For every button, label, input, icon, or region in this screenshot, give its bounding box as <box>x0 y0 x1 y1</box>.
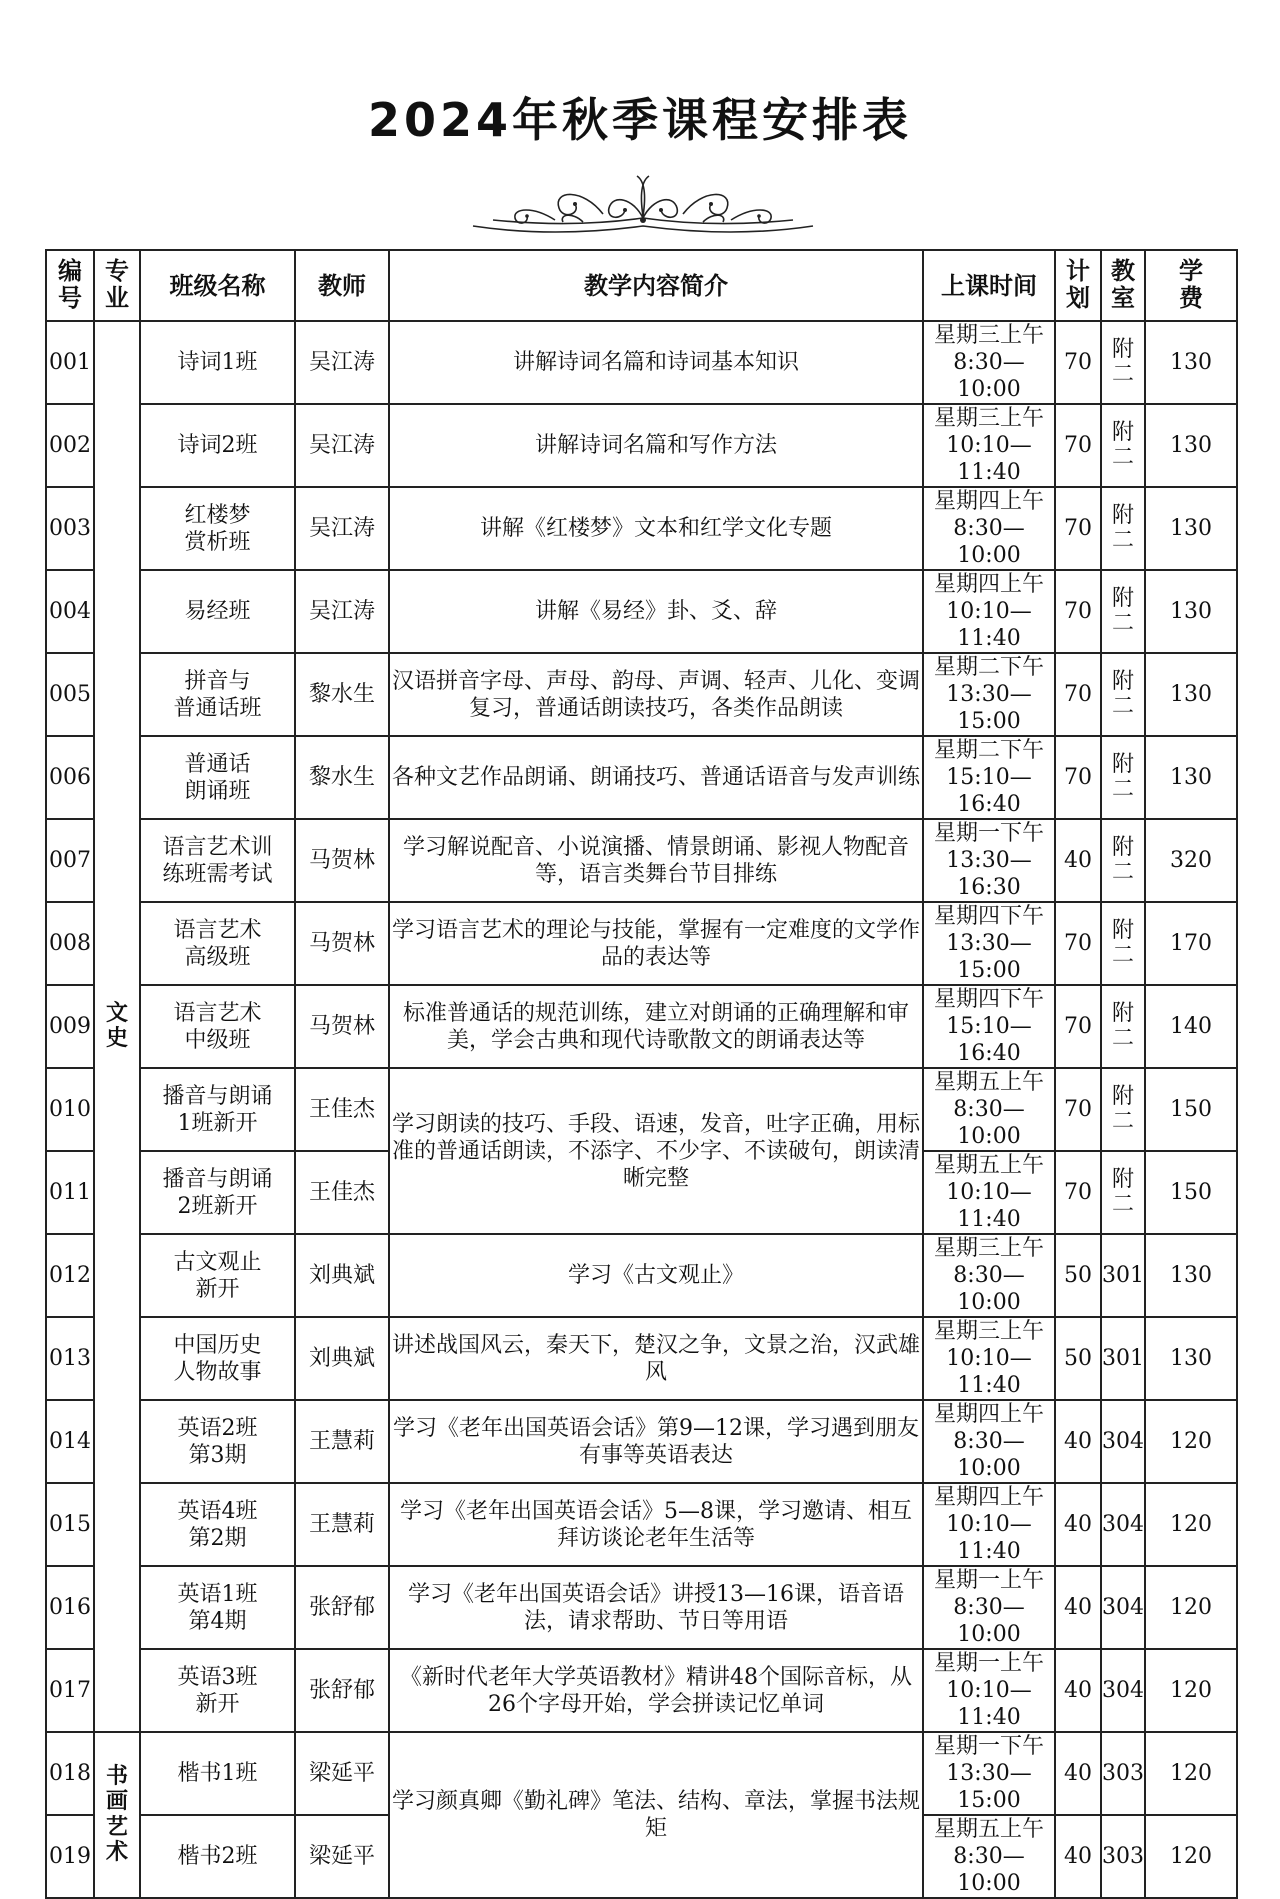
row-content: 讲解《红楼梦》文本和红学文化专题 <box>389 487 923 570</box>
row-class-name: 拼音与 普通话班 <box>140 653 295 736</box>
row-plan: 70 <box>1055 1068 1101 1151</box>
row-teacher: 马贺林 <box>295 819 389 902</box>
row-plan: 40 <box>1055 1483 1101 1566</box>
row-fee: 150 <box>1145 1151 1237 1234</box>
row-time: 星期四上午 8:30—10:00 <box>923 487 1055 570</box>
row-code: 013 <box>46 1317 94 1400</box>
row-time: 星期一上午 10:10—11:40 <box>923 1649 1055 1732</box>
row-fee: 320 <box>1145 819 1237 902</box>
row-plan: 70 <box>1055 321 1101 404</box>
row-content: 学习《老年出国英语会话》5—8课，学习邀请、相互拜访谈论老年生活等 <box>389 1483 923 1566</box>
row-content: 各种文艺作品朗诵、朗诵技巧、普通话语音与发声训练 <box>389 736 923 819</box>
row-class-name: 语言艺术 高级班 <box>140 902 295 985</box>
header-time: 上课时间 <box>923 250 1055 321</box>
row-teacher: 梁延平 <box>295 1732 389 1815</box>
row-time: 星期三上午 10:10—11:40 <box>923 404 1055 487</box>
row-code: 006 <box>46 736 94 819</box>
table-row <box>46 1732 1237 1815</box>
header-plan: 计划 <box>1055 250 1101 321</box>
row-room: 303 <box>1101 1815 1145 1898</box>
row-plan: 40 <box>1055 1815 1101 1898</box>
row-teacher: 黎水生 <box>295 653 389 736</box>
row-content: 讲解诗词名篇和诗词基本知识 <box>389 321 923 404</box>
row-time: 星期三上午 10:10—11:40 <box>923 1317 1055 1400</box>
row-fee: 120 <box>1145 1649 1237 1732</box>
table-header-row <box>46 250 1237 321</box>
row-class-name: 语言艺术训 练班需考试 <box>140 819 295 902</box>
row-fee: 150 <box>1145 1068 1237 1151</box>
row-room: 附二 <box>1101 653 1145 736</box>
table-row <box>46 985 1237 1068</box>
row-plan: 40 <box>1055 1649 1101 1732</box>
row-fee: 130 <box>1145 1317 1237 1400</box>
row-plan: 70 <box>1055 1151 1101 1234</box>
page-title: 2024年秋季课程安排表 <box>367 93 913 147</box>
row-code: 003 <box>46 487 94 570</box>
row-room: 附二 <box>1101 487 1145 570</box>
row-code: 016 <box>46 1566 94 1649</box>
row-class-name: 播音与朗诵 2班新开 <box>140 1151 295 1234</box>
row-class-name: 楷书2班 <box>140 1815 295 1898</box>
row-teacher: 王佳杰 <box>295 1068 389 1151</box>
row-class-name: 古文观止 新开 <box>140 1234 295 1317</box>
row-room: 附二 <box>1101 404 1145 487</box>
row-plan: 40 <box>1055 1732 1101 1815</box>
row-room: 304 <box>1101 1483 1145 1566</box>
row-code: 019 <box>46 1815 94 1898</box>
row-fee: 140 <box>1145 985 1237 1068</box>
course-schedule-table <box>45 249 1238 1899</box>
row-class-name: 中国历史 人物故事 <box>140 1317 295 1400</box>
row-room: 304 <box>1101 1400 1145 1483</box>
table-row <box>46 570 1237 653</box>
row-fee: 130 <box>1145 321 1237 404</box>
row-fee: 170 <box>1145 902 1237 985</box>
header-room: 教室 <box>1101 250 1145 321</box>
row-class-name: 楷书1班 <box>140 1732 295 1815</box>
row-content: 学习《老年出国英语会话》讲授13—16课，语音语法，请求帮助、节日等用语 <box>389 1566 923 1649</box>
row-content: 讲述战国风云，秦天下，楚汉之争，文景之治，汉武雄风 <box>389 1317 923 1400</box>
row-class-name: 诗词1班 <box>140 321 295 404</box>
row-content: 学习《古文观止》 <box>389 1234 923 1317</box>
header-fee: 学费 <box>1145 250 1237 321</box>
row-content: 汉语拼音字母、声母、韵母、声调、轻声、儿化、变调复习，普通话朗读技巧，各类作品朗读 <box>389 653 923 736</box>
row-time: 星期二下午 15:10—16:40 <box>923 736 1055 819</box>
row-room: 附二 <box>1101 570 1145 653</box>
row-time: 星期四上午 10:10—11:40 <box>923 570 1055 653</box>
row-fee: 120 <box>1145 1566 1237 1649</box>
row-code: 004 <box>46 570 94 653</box>
row-fee: 120 <box>1145 1815 1237 1898</box>
row-time: 星期三上午 8:30—10:00 <box>923 321 1055 404</box>
row-content: 学习《老年出国英语会话》第9—12课，学习遇到朋友有事等英语表达 <box>389 1400 923 1483</box>
row-room: 301 <box>1101 1317 1145 1400</box>
row-room: 附二 <box>1101 1151 1145 1234</box>
row-plan: 70 <box>1055 985 1101 1068</box>
row-teacher: 吴江涛 <box>295 321 389 404</box>
table-row <box>46 1317 1237 1400</box>
row-content: 学习解说配音、小说演播、情景朗诵、影视人物配音等，语言类舞台节目排练 <box>389 819 923 902</box>
row-content: 学习朗读的技巧、手段、语速，发音，吐字正确，用标准的普通话朗读，不添字、不少字、不读破句，朗读清晰完整 <box>389 1068 923 1234</box>
table-row <box>46 653 1237 736</box>
table-row <box>46 404 1237 487</box>
row-time: 星期四上午 10:10—11:40 <box>923 1483 1055 1566</box>
table-row <box>46 487 1237 570</box>
row-time: 星期五上午 10:10—11:40 <box>923 1151 1055 1234</box>
row-teacher: 王佳杰 <box>295 1151 389 1234</box>
row-teacher: 马贺林 <box>295 902 389 985</box>
row-teacher: 王慧莉 <box>295 1483 389 1566</box>
row-code: 014 <box>46 1400 94 1483</box>
row-plan: 40 <box>1055 1400 1101 1483</box>
row-teacher: 吴江涛 <box>295 570 389 653</box>
row-time: 星期五上午 8:30—10:00 <box>923 1815 1055 1898</box>
header-major: 专业 <box>94 250 140 321</box>
row-teacher: 吴江涛 <box>295 487 389 570</box>
row-teacher: 张舒郁 <box>295 1566 389 1649</box>
row-teacher: 黎水生 <box>295 736 389 819</box>
row-room: 附二 <box>1101 819 1145 902</box>
row-teacher: 张舒郁 <box>295 1649 389 1732</box>
row-plan: 70 <box>1055 570 1101 653</box>
row-class-name: 普通话 朗诵班 <box>140 736 295 819</box>
row-class-name: 英语3班 新开 <box>140 1649 295 1732</box>
row-class-name: 英语1班 第4期 <box>140 1566 295 1649</box>
row-code: 005 <box>46 653 94 736</box>
row-class-name: 播音与朗诵 1班新开 <box>140 1068 295 1151</box>
table-row <box>46 1400 1237 1483</box>
row-fee: 130 <box>1145 404 1237 487</box>
major-cell-wenshi: 文史 <box>94 321 140 1732</box>
row-time: 星期四下午 13:30—15:00 <box>923 902 1055 985</box>
row-class-name: 诗词2班 <box>140 404 295 487</box>
row-time: 星期四下午 15:10—16:40 <box>923 985 1055 1068</box>
row-code: 002 <box>46 404 94 487</box>
decorative-flourish-ornament <box>463 168 823 242</box>
row-fee: 120 <box>1145 1400 1237 1483</box>
table-row <box>46 1649 1237 1732</box>
row-teacher: 吴江涛 <box>295 404 389 487</box>
row-fee: 120 <box>1145 1732 1237 1815</box>
row-teacher: 王慧莉 <box>295 1400 389 1483</box>
header-class: 班级名称 <box>140 250 295 321</box>
row-plan: 70 <box>1055 653 1101 736</box>
table-row <box>46 1068 1237 1151</box>
row-class-name: 易经班 <box>140 570 295 653</box>
header-teacher: 教师 <box>295 250 389 321</box>
row-time: 星期四上午 8:30—10:00 <box>923 1400 1055 1483</box>
row-content: 标准普通话的规范训练，建立对朗诵的正确理解和审美，学会古典和现代诗歌散文的朗诵表达等 <box>389 985 923 1068</box>
row-plan: 70 <box>1055 902 1101 985</box>
row-teacher: 马贺林 <box>295 985 389 1068</box>
row-time: 星期一下午 13:30—15:00 <box>923 1732 1055 1815</box>
row-room: 附二 <box>1101 985 1145 1068</box>
table-row <box>46 1483 1237 1566</box>
header-code: 编号 <box>46 250 94 321</box>
major-cell-shuhua: 书画艺术 <box>94 1732 140 1898</box>
table-row <box>46 902 1237 985</box>
row-plan: 70 <box>1055 404 1101 487</box>
row-room: 附二 <box>1101 736 1145 819</box>
row-room: 303 <box>1101 1732 1145 1815</box>
row-room: 301 <box>1101 1234 1145 1317</box>
row-fee: 130 <box>1145 487 1237 570</box>
row-code: 011 <box>46 1151 94 1234</box>
table-row <box>46 1566 1237 1649</box>
row-plan: 50 <box>1055 1317 1101 1400</box>
table-row <box>46 819 1237 902</box>
row-plan: 40 <box>1055 819 1101 902</box>
row-code: 001 <box>46 321 94 404</box>
row-fee: 120 <box>1145 1483 1237 1566</box>
row-plan: 40 <box>1055 1566 1101 1649</box>
row-time: 星期五上午 8:30—10:00 <box>923 1068 1055 1151</box>
row-fee: 130 <box>1145 1234 1237 1317</box>
row-code: 008 <box>46 902 94 985</box>
row-time: 星期三上午 8:30—10:00 <box>923 1234 1055 1317</box>
row-plan: 50 <box>1055 1234 1101 1317</box>
row-time: 星期二下午 13:30—15:00 <box>923 653 1055 736</box>
row-fee: 130 <box>1145 570 1237 653</box>
row-code: 007 <box>46 819 94 902</box>
row-teacher: 梁延平 <box>295 1815 389 1898</box>
row-room: 附二 <box>1101 321 1145 404</box>
row-code: 018 <box>46 1732 94 1815</box>
row-code: 015 <box>46 1483 94 1566</box>
row-class-name: 语言艺术 中级班 <box>140 985 295 1068</box>
row-code: 009 <box>46 985 94 1068</box>
row-content: 讲解诗词名篇和写作方法 <box>389 404 923 487</box>
row-content: 学习颜真卿《勤礼碑》笔法、结构、章法，掌握书法规矩 <box>389 1732 923 1898</box>
row-room: 304 <box>1101 1566 1145 1649</box>
table-row <box>46 1234 1237 1317</box>
row-plan: 70 <box>1055 487 1101 570</box>
row-code: 010 <box>46 1068 94 1151</box>
row-fee: 130 <box>1145 736 1237 819</box>
row-room: 附二 <box>1101 1068 1145 1151</box>
table-row <box>46 736 1237 819</box>
row-time: 星期一下午 13:30—16:30 <box>923 819 1055 902</box>
row-class-name: 红楼梦 赏析班 <box>140 487 295 570</box>
row-content: 《新时代老年大学英语教材》精讲48个国际音标，从26个字母开始，学会拼读记忆单词 <box>389 1649 923 1732</box>
row-room: 附二 <box>1101 902 1145 985</box>
header-content: 教学内容简介 <box>389 250 923 321</box>
row-teacher: 刘典斌 <box>295 1317 389 1400</box>
row-content: 讲解《易经》卦、爻、辞 <box>389 570 923 653</box>
row-fee: 130 <box>1145 653 1237 736</box>
table-row <box>46 321 1237 404</box>
row-class-name: 英语4班 第2期 <box>140 1483 295 1566</box>
row-code: 017 <box>46 1649 94 1732</box>
row-room: 304 <box>1101 1649 1145 1732</box>
row-plan: 70 <box>1055 736 1101 819</box>
row-code: 012 <box>46 1234 94 1317</box>
row-content: 学习语言艺术的理论与技能，掌握有一定难度的文学作品的表达等 <box>389 902 923 985</box>
row-time: 星期一上午 8:30—10:00 <box>923 1566 1055 1649</box>
row-class-name: 英语2班 第3期 <box>140 1400 295 1483</box>
row-teacher: 刘典斌 <box>295 1234 389 1317</box>
